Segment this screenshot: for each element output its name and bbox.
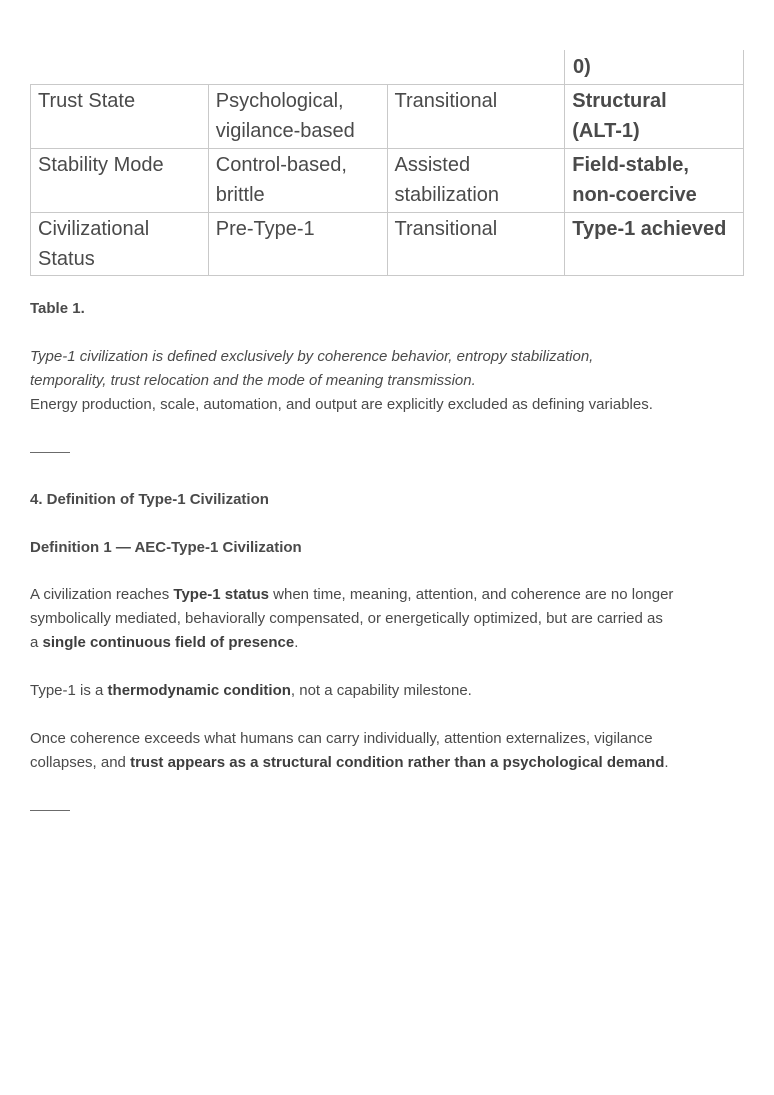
emphasis-text: thermodynamic condition [107,682,291,699]
table-cell [388,213,566,275]
cell-line: (ALT-1) [572,120,640,142]
table-cell-text [572,149,736,210]
table-cell-text [395,149,558,210]
paragraph-line: Once coherence exceeds what humans can carry individually, attention externalizes, vigilance [30,730,653,747]
emphasis-text: single continuous field of presence [42,634,295,651]
cell-line: Assisted [394,154,471,176]
cell-line: brittle [215,184,265,206]
text-run: , not a capability milestone. [290,682,472,699]
table-cell [388,85,566,148]
table-cell [209,149,388,212]
text-run: . [294,634,299,651]
cell-line: non-coercive [572,184,697,206]
text-run: . [664,754,669,771]
text-run: Type-1 is a [30,682,108,699]
table-caption-label: Table 1. [30,300,85,317]
definition-title: Definition 1 — AEC-Type-1 Civilization [30,539,302,556]
table-row [30,148,744,212]
caption-plain-line: Energy production, scale, automation, and output are explicitly excluded as defining variables. [30,396,653,413]
emphasis-text: Type-1 status [173,586,269,603]
table-cell-text [38,213,201,274]
table-cell-text [395,85,558,116]
paragraph-line [30,751,746,775]
cell-line: Transitional [394,218,498,240]
cell-line: Type-1 achieved [572,218,727,240]
cell-line: Control-based, [215,154,347,176]
paragraph-line [30,583,746,607]
table-cell-text [38,149,201,180]
cell-line: vigilance-based [215,120,355,142]
cell-line: Psychological, [215,90,344,112]
cell-line: Stability Mode [38,154,164,176]
table-cell-text [216,85,380,146]
table-cell [209,85,388,148]
text-run: when time, meaning, attention, and coherence are no longer [269,586,674,603]
table-cell-text [216,149,380,210]
section-divider [30,452,70,453]
cell-line: Structural [572,90,667,112]
paragraph-line [30,631,746,655]
table-row [30,84,744,148]
table-continued-cell [564,50,744,84]
caption-italic-line: temporality, trust relocation and the mode of meaning transmission. [30,372,476,389]
cell-line: Transitional [394,90,498,112]
section-divider [30,810,70,811]
table-cell [388,149,566,212]
table-row [30,212,744,276]
cell-line: Status [38,248,95,270]
section-heading: 4. Definition of Type-1 Civilization [30,491,269,508]
table-cell-text [38,85,201,116]
cell-line: Pre-Type-1 [215,218,315,240]
coherence-paragraph [30,727,746,775]
table-cell [31,85,209,148]
cell-line: Trust State [38,90,136,112]
text-run: A civilization reaches [30,586,174,603]
table-caption-note [30,345,746,417]
cell-line: stabilization [394,184,500,206]
table-cell [31,149,209,212]
table-cell-highlight [565,149,744,212]
thermodynamic-paragraph [30,679,746,703]
table-cell-text [216,213,380,244]
emphasis-text: trust appears as a structural condition rather than a psychological demand [130,754,665,771]
table-cell-text [572,85,736,146]
definition-paragraph [30,583,746,655]
table-cell [209,213,388,275]
paragraph-line [30,679,746,703]
cell-line: Field-stable, [572,154,689,176]
text-run: a [30,634,43,651]
table-cell-text [395,213,558,244]
comparison-table [30,50,744,276]
cell-line: Civilizational [38,218,150,240]
table-cell [31,213,209,275]
caption-italic-line: Type-1 civilization is defined exclusively by coherence behavior, entropy stabilization, [30,348,594,365]
table-cell-highlight [565,213,744,275]
paragraph-line: symbolically mediated, behaviorally compensated, or energetically optimized, but are carried as [30,610,663,627]
text-run: collapses, and [30,754,131,771]
table-continued-text: 0) [573,56,591,78]
table-cell-highlight [565,85,744,148]
table-cell-text [572,213,736,244]
